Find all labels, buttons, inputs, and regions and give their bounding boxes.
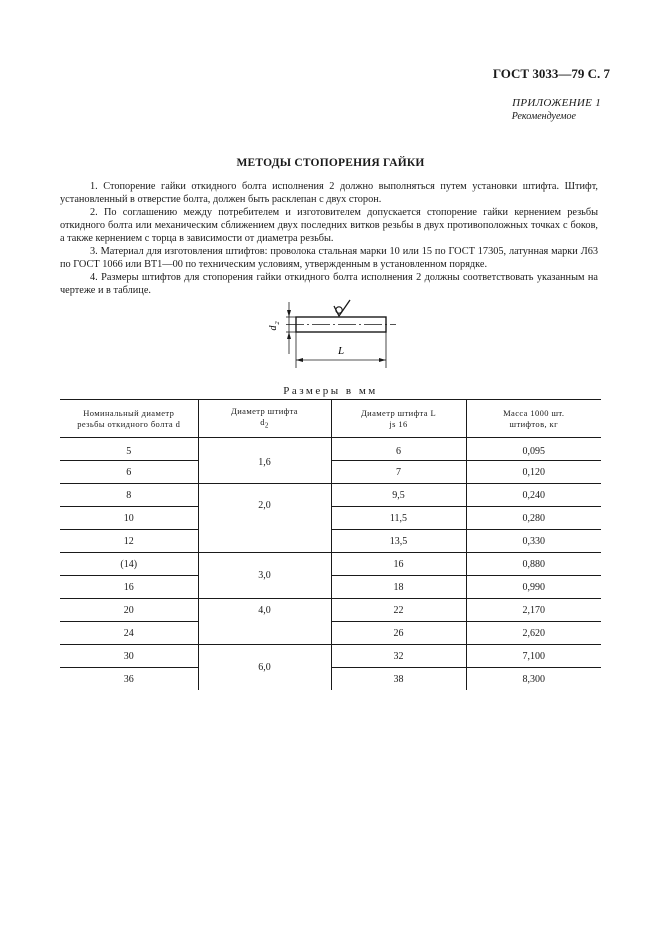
cell-thread: 8: [60, 484, 198, 507]
diameter-label-sub: 2: [274, 321, 281, 325]
cell-thread: 5: [60, 438, 198, 461]
cell-mass: 0,880: [466, 553, 601, 576]
table-row: [60, 599, 601, 622]
cell-thread: 6: [60, 461, 198, 484]
surface-roughness-icon: [334, 300, 350, 316]
cell-length: 6: [331, 438, 466, 461]
table-row: [60, 438, 601, 461]
cell-length: 9,5: [331, 484, 466, 507]
pin-drawing: [262, 296, 412, 376]
table-row: [60, 622, 601, 645]
table-row: [60, 484, 601, 507]
header-thread-diameter: Номинальный диаметр резьбы откидного болта d: [60, 400, 198, 438]
table-row: [60, 645, 601, 668]
cell-mass: 2,170: [466, 599, 601, 622]
diameter-label: d: [268, 325, 279, 331]
table-row: [60, 530, 601, 553]
cell-mass: 8,300: [466, 668, 601, 691]
cell-thread: 16: [60, 576, 198, 599]
cell-thread: 30: [60, 645, 198, 668]
cell-pin-diameter: 2,0: [198, 484, 331, 553]
cell-thread: (14): [60, 553, 198, 576]
paragraph-2: 2. По соглашению между потребителем и изготовителем допускается стопорение гайки кернением резьбы откидного болта или механическим сближением двух последних витков резьбы в двух противоположных точках с боков, а также кернением с торца в зависимости от диаметра резьбы.: [60, 207, 598, 244]
cell-pin-diameter: 3,0: [198, 553, 331, 599]
body-text: [60, 180, 598, 297]
paragraph-1: 1. Стопорение гайки откидного болта исполнения 2 должно выполняться путем установки штифта. Штифт, установленный в отверстие болта, должен быть расклепан с двух сторон.: [60, 181, 598, 205]
table-row: [60, 507, 601, 530]
cell-mass: 0,330: [466, 530, 601, 553]
appendix-status: Рекомендуемое: [511, 111, 576, 122]
cell-length: 32: [331, 645, 466, 668]
cell-thread: 36: [123, 673, 134, 685]
cell-thread: 20: [60, 599, 198, 622]
cell-mass: 0,240: [466, 484, 601, 507]
table-row: [60, 461, 601, 484]
cell-pin-diameter: 6,0: [198, 645, 331, 691]
cell-thread: 10: [60, 507, 198, 530]
table-row: [60, 553, 601, 576]
cell-length: 13,5: [331, 530, 466, 553]
header-pin-length: Диаметр штифта L js 16: [331, 400, 466, 438]
cell-length: 16: [331, 553, 466, 576]
length-label: L: [337, 345, 345, 357]
cell-mass: 7,100: [466, 645, 601, 668]
cell-thread: 24: [60, 622, 198, 645]
cell-length: 26: [331, 622, 466, 645]
cell-mass: 0,120: [466, 461, 601, 484]
paragraph-4: 4. Размеры штифтов для стопорения гайки откидного болта исполнения 2 должны соответствовать указанным на чертеже и в таблице.: [60, 272, 598, 296]
page-header: ГОСТ 3033—79 С. 7: [492, 66, 610, 81]
cell-length: 11,5: [331, 507, 466, 530]
section-title: МЕТОДЫ СТОПОРЕНИЯ ГАЙКИ: [236, 157, 425, 169]
cell-mass: 2,620: [466, 622, 601, 645]
header-mass: Масса 1000 шт. штифтов, кг: [466, 400, 601, 438]
header-pin-diameter: Диаметр штифта $d_2$: [198, 400, 331, 438]
cell-pin-diameter: 4,0: [198, 599, 331, 645]
pin-dimensions-table: [60, 399, 601, 690]
cell-length: 22: [331, 599, 466, 622]
paragraph-3: 3. Материал для изготовления штифтов: проволока стальная марки 10 или 15 по ГОСТ 17305, латунная марки Л63 по ГОСТ 1066 или ВТ1—00 по техническим условиям, утвержденным в установленном порядке.: [60, 246, 598, 270]
cell-mass: 0,280: [466, 507, 601, 530]
table-caption: Размеры в мм: [283, 385, 378, 397]
cell-length: 18: [331, 576, 466, 599]
cell-thread: 12: [60, 530, 198, 553]
table-row: [60, 668, 601, 691]
cell-pin-diameter: 1,6: [198, 438, 331, 484]
table-header-row: [60, 400, 601, 438]
cell-mass: 0,095: [466, 438, 601, 461]
appendix-label: ПРИЛОЖЕНИЕ 1: [512, 97, 601, 109]
table-row: [60, 576, 601, 599]
cell-length: 38: [331, 668, 466, 691]
cell-mass: 0,990: [466, 576, 601, 599]
cell-length: 7: [331, 461, 466, 484]
